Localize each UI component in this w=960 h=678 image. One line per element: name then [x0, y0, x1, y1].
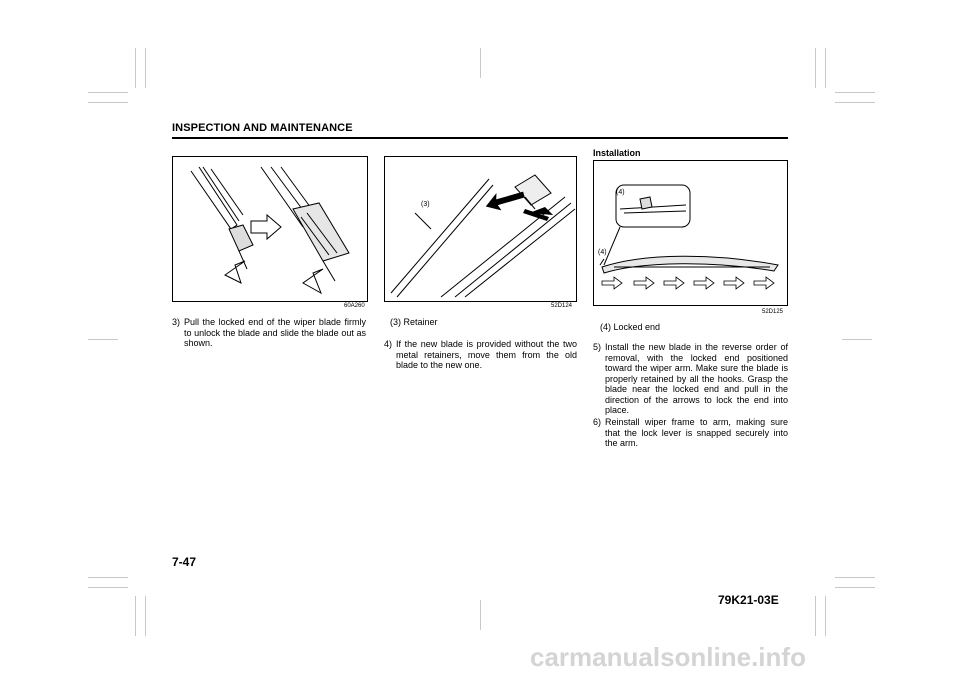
- document-code: 79K21-03E: [718, 593, 779, 607]
- step-4: [384, 339, 577, 371]
- crop-mark: [815, 48, 816, 88]
- crop-mark: [480, 600, 481, 630]
- locked-end-callout-top: (4): [616, 189, 625, 196]
- step-text: Reinstall wiper frame to arm, making sure that the lock lever is snapped securely into the arm.: [605, 417, 788, 448]
- crop-mark: [88, 339, 118, 340]
- installation-illustration: [594, 161, 789, 307]
- crop-mark: [825, 48, 826, 88]
- watermark: carmanualsonline.info: [530, 642, 806, 672]
- step-text: If the new blade is provided without the two metal retainers, move them from the old blade to the new one.: [396, 339, 577, 370]
- figure-blade-removal: [172, 156, 368, 302]
- crop-mark: [835, 587, 875, 588]
- crop-mark: [88, 577, 128, 578]
- step-number: 6): [593, 417, 602, 427]
- figure-retainer: [384, 156, 577, 302]
- crop-mark: [835, 102, 875, 103]
- figure-code: 52D125: [762, 309, 784, 315]
- page-number: 7-47: [172, 555, 197, 569]
- crop-mark: [835, 577, 875, 578]
- step-6: [593, 417, 788, 449]
- locked-end-callout-bottom: (4): [598, 249, 607, 256]
- figure-installation: [593, 160, 788, 306]
- crop-mark: [145, 48, 146, 88]
- figure-code: 60A260: [344, 303, 365, 309]
- step-3: [172, 317, 366, 349]
- crop-mark: [480, 48, 481, 78]
- step-text: Install the new blade in the reverse order of removal, with the locked end positioned toward the wiper arm. Make sure the blade is properly retained by all the hooks. Grasp the blade near the locked end and pull in the direction of the arrows to lock the end into place.: [605, 342, 788, 415]
- blade-removal-illustration: [173, 157, 369, 303]
- page-header-title: INSPECTION AND MAINTENANCE: [172, 122, 353, 134]
- step-number: 5): [593, 342, 602, 352]
- figure-code: 52D124: [551, 303, 573, 309]
- step-5: [593, 342, 788, 416]
- section-heading: Installation: [593, 148, 641, 158]
- retainer-illustration: [385, 157, 578, 303]
- step-number: 3): [172, 317, 181, 327]
- step-text: Pull the locked end of the wiper blade firmly to unlock the blade and slide the blade out as shown.: [184, 317, 366, 348]
- crop-mark: [145, 596, 146, 636]
- crop-mark: [842, 339, 872, 340]
- figure-caption-retainer: (3) Retainer: [390, 317, 438, 327]
- header-rule: [172, 137, 788, 139]
- crop-mark: [88, 102, 128, 103]
- step-number: 4): [384, 339, 393, 349]
- crop-mark: [825, 596, 826, 636]
- crop-mark: [88, 587, 128, 588]
- crop-mark: [135, 48, 136, 88]
- crop-mark: [815, 596, 816, 636]
- retainer-callout: (3): [421, 201, 430, 208]
- crop-mark: [135, 596, 136, 636]
- crop-mark: [88, 92, 128, 93]
- figure-caption-locked-end: (4) Locked end: [600, 322, 661, 332]
- crop-mark: [835, 92, 875, 93]
